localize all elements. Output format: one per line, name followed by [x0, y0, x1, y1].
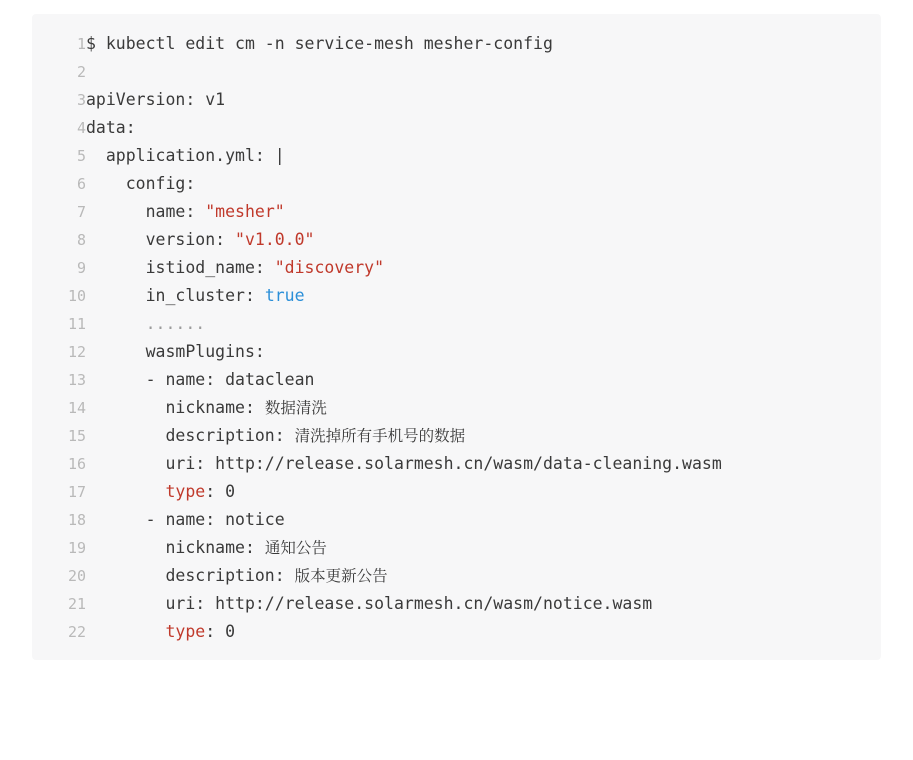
code-line-content[interactable] [86, 562, 881, 590]
code-line-content[interactable] [86, 366, 881, 394]
code-token: type [165, 482, 206, 501]
code-line [32, 86, 881, 114]
code-line [32, 58, 881, 86]
code-token: - name: dataclean [86, 370, 315, 389]
code-body [32, 30, 881, 646]
line-number: 13 [67, 371, 86, 389]
code-token: uri: http://release.solarmesh.cn/wasm/data-cleaning.wasm [86, 454, 722, 473]
code-table [32, 30, 881, 646]
code-line [32, 562, 881, 590]
line-number: 6 [76, 175, 86, 193]
line-number: 9 [76, 259, 86, 277]
line-number: 2 [76, 63, 86, 81]
code-line [32, 226, 881, 254]
line-number: 10 [67, 287, 86, 305]
code-line [32, 618, 881, 646]
code-line [32, 338, 881, 366]
code-line [32, 254, 881, 282]
code-line [32, 366, 881, 394]
code-line-content[interactable] [86, 618, 881, 646]
code-line [32, 478, 881, 506]
code-token: ...... [86, 314, 206, 333]
code-token: description: [86, 566, 295, 585]
code-line-content[interactable] [86, 58, 881, 86]
code-line-content[interactable] [86, 506, 881, 534]
code-line-content[interactable] [86, 590, 881, 618]
line-number: 12 [67, 343, 86, 361]
code-token: true [264, 286, 305, 305]
line-number: 21 [67, 595, 86, 613]
code-line-content[interactable] [86, 198, 881, 226]
code-line-content[interactable] [86, 478, 881, 506]
code-line-content[interactable] [86, 142, 881, 170]
code-block[interactable] [32, 14, 881, 660]
line-number: 15 [67, 427, 86, 445]
code-line [32, 534, 881, 562]
code-line-content[interactable] [86, 282, 881, 310]
code-token: uri: http://release.solarmesh.cn/wasm/notice.wasm [86, 594, 653, 613]
code-token: 数据清洗 [264, 399, 327, 417]
code-line [32, 282, 881, 310]
line-number: 17 [67, 483, 86, 501]
code-token: "v1.0.0" [235, 230, 315, 249]
code-line [32, 198, 881, 226]
line-number: 5 [76, 147, 86, 165]
code-token: config: [86, 174, 196, 193]
code-line-content[interactable] [86, 114, 881, 142]
code-line-content[interactable] [86, 338, 881, 366]
code-line [32, 114, 881, 142]
line-number: 11 [67, 315, 86, 333]
code-line [32, 590, 881, 618]
code-line-content[interactable] [86, 422, 881, 450]
line-number: 7 [76, 203, 86, 221]
code-line [32, 310, 881, 338]
code-line-content[interactable] [86, 254, 881, 282]
code-line-content[interactable] [86, 310, 881, 338]
code-line-content[interactable] [86, 450, 881, 478]
code-line-content[interactable] [86, 394, 881, 422]
code-token: description: [86, 426, 295, 445]
line-number: 8 [76, 231, 86, 249]
code-token: type [165, 622, 206, 641]
code-line [32, 394, 881, 422]
code-token: : 0 [205, 622, 236, 641]
line-number: 22 [67, 623, 86, 641]
code-line [32, 506, 881, 534]
line-number: 3 [76, 91, 86, 109]
code-token: - name: notice [86, 510, 285, 529]
code-token: data: [86, 118, 136, 137]
code-token: version: [86, 230, 236, 249]
line-number: 14 [67, 399, 86, 417]
code-token [86, 622, 165, 641]
code-token: nickname: [86, 538, 265, 557]
code-line-content[interactable] [86, 86, 881, 114]
code-line-content[interactable] [86, 226, 881, 254]
code-line [32, 170, 881, 198]
code-token: 清洗掉所有手机号的数据 [294, 427, 466, 445]
line-number: 20 [67, 567, 86, 585]
code-line [32, 450, 881, 478]
code-token: $ kubectl edit cm -n service-mesh mesher-config [86, 34, 553, 53]
code-line-content[interactable] [86, 30, 881, 58]
code-token: nickname: [86, 398, 265, 417]
code-token: 版本更新公告 [294, 567, 388, 585]
code-token: : 0 [205, 482, 236, 501]
code-line-content[interactable] [86, 534, 881, 562]
code-token: 通知公告 [264, 539, 327, 557]
line-number: 19 [67, 539, 86, 557]
line-number: 18 [67, 511, 86, 529]
code-line-content[interactable] [86, 170, 881, 198]
line-number: 16 [67, 455, 86, 473]
code-token: "discovery" [274, 258, 385, 277]
line-number: 4 [76, 119, 86, 137]
code-line [32, 422, 881, 450]
code-token: application.yml: | [86, 146, 285, 165]
line-number: 1 [76, 35, 86, 53]
code-line [32, 30, 881, 58]
code-token: istiod_name: [86, 258, 275, 277]
code-token [86, 482, 165, 501]
code-token: wasmPlugins: [86, 342, 265, 361]
code-token: name: [86, 202, 206, 221]
code-token: apiVersion: v1 [86, 90, 226, 109]
code-token: "mesher" [205, 202, 285, 221]
code-token: in_cluster: [86, 286, 265, 305]
code-line [32, 142, 881, 170]
